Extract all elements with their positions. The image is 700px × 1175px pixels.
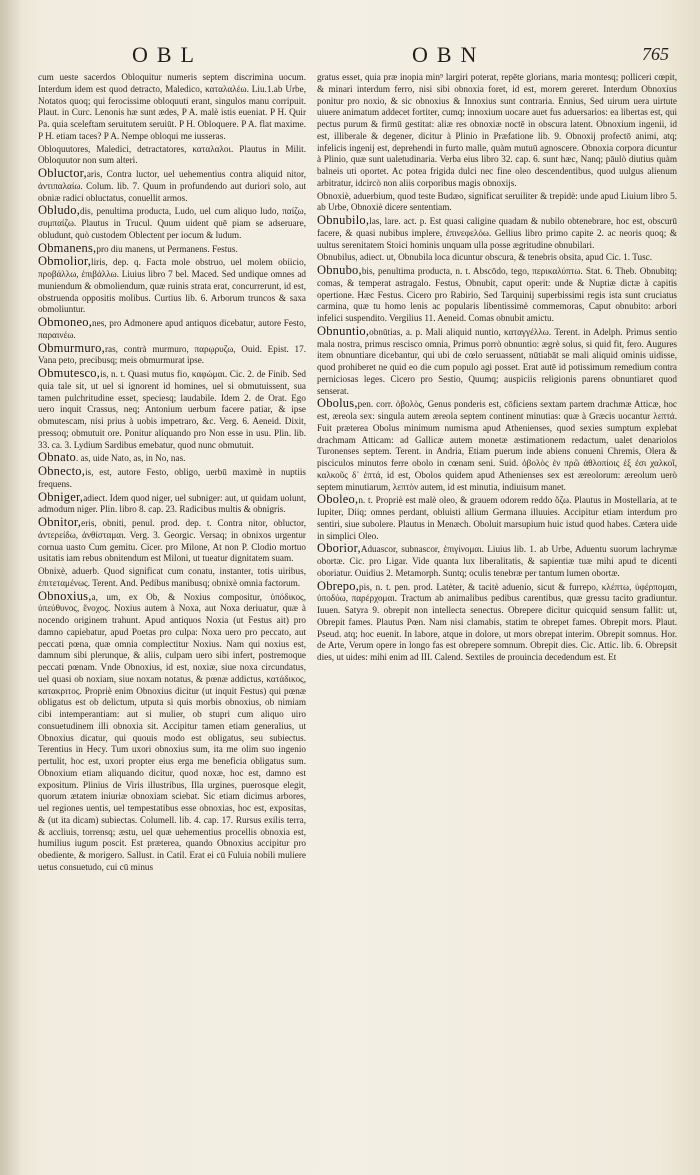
dictionary-entry — [317, 543, 677, 579]
dictionary-entry — [317, 494, 677, 542]
entry-text: Obloquutores, Maledici, detractatores, καταλαλοι. Plautus in Milit. Obloquutor non sum alteri. — [38, 143, 306, 166]
entry-text: bis, penultima producta, n. t. Abscōdo, tego, περικαλύπτω. Stat. 6. Theb. Obnubitq; comas, & temperat astragalo. Festus, Obnubit, caput operit: unde & Nuptiæ dictæ à capitis opertione. Hæc Festus. Cicero pro Rabirio, Sed Tarquinij superbissimi regis ista sunt cruciatus carmina, quæ tu homo lenis ac popularis libentissimè commemoras, Caput obnubito: arbori infelici suspendito. Vergilius 11. Aeneid. Comas obnubit amictu. — [317, 266, 677, 323]
entry-text: ras, contrà murmuro, παρῳρυζω, Ouid. Epist. 17. Vana peto, precibusq; meis obmurmurat ipse. — [38, 343, 306, 366]
entry-text: pen. corr. ὀβολὸς, Genus ponderis est, cōficiens sextam partem drachmæ Atticæ, hoc est, æreola sex: singula autem æreola septem continent minutias: quæ à Græcis uocantur λεπτά. Fuit præterea Obolus minimum numisma apud Athenienses, quod sexies sumptum explebat drachmam Atticam: ad Gallicæ autem monetæ æstimationem redactum, ualet denariolos Turonenses septem. Terent. in Andria, Etiam puerum inde abiens conueni Chremis, Olera & pisciculos minutos ferre obolo in cœnam seni. Suid. ὀβολὸς ἐν πρῶ ἀθλοπίοις ἑξ ἐσι χαλκοῖ, καλκοῦς δ᾽ ἑπτά, id est, Obolos quidem apud Athenienses sex est æreolorum: æreolum uerò septem minutiarum, λεπτὸν autem, id est minutia, indiuisum manet. — [317, 399, 677, 492]
entry-headword: Obluctor, — [38, 166, 87, 180]
left-text-column — [38, 72, 306, 1152]
entry-text: Obnixè, aduerb. Quod significat cum conatu, instanter, totis uiribus, ἐπιτεταμένως. Terent. And. Pedibus manibusq; obnixè omnia factorum. — [38, 566, 306, 588]
entry-text: gratus esset, quia præ inopia min⁹ largiri poterat, repēte glorians, maria montesq; polliceri cœpit, & minari interdum ferro, nisi sibi obnoxia foret, id est, morem gereret. Interdum Obnoxius ponitur pro noxio, & sic obnoxius & Innoxius sunt contraria. Ennius, Sed uirum uera uirtute uiuere animatum addecet fortiter, cumq; innoxium uocare auet fus aduersarios: ea libertas est, qui pectus purum & firmū gestitat: aliæ res obnoxiæ noctē in obscura latent. Obnoxium ingenii, id est, illiberale & degener, dicitur à Plinio in Præfatione lib. 9. Obnoxij profectō animi, atq; infelicis ingenij est, deprehendi in furto malle, quàm mutuū agnoscere. Obnoxia corpora dicuntur à Plinio, quæ sunt ualetudinaria. Verba eius libro 32. cap. 6. sunt hæc, Nanq; pāulò diutius quàm balneis uti oportet. Ac potea frigida dulci nec fine oleo descendentibus, quod uulgus alienum arbitratur, idcircò non aliis corporibus magis obnoxijs. — [317, 72, 677, 188]
entry-headword: Obmurmuro, — [38, 340, 105, 355]
dictionary-entry — [38, 566, 306, 590]
right-text-column — [317, 72, 677, 1152]
entry-text: obnūtias, a. p. Mali aliquid nuntio, καταγγέλλω. Terent. in Adelph. Primus sentio mala nostra, primus rescisco omnia, Primus porrò obnuntio: ægrè solus, si quid fit, fero. Augures item obnuntiare dicebantur, qui ubi de cœlo seruassent, nūtiabāt se mali aliquid ominis uidisse, quod prohiberet ne quid eo die cum populo agi posset. Erat autē id potissimum remedium contra perniciosas leges. Cicero pro Sestio, Quumq; auspiciis religionis parens obnuntiaret quod senserat. — [317, 326, 677, 396]
entry-headword: Obnoxius, — [38, 588, 92, 603]
entry-text: aris, Contra luctor, uel uehementius contra aliquid nitor, ἀντιπαλαίω. Colum. lib. 7. Quum in profundendo aut duriori solo, aut obniæ radici obluctatus, conuellit armos. — [38, 169, 306, 203]
dictionary-entry — [317, 398, 677, 493]
entry-text: n. t. Propriè est malè oleo, & grauem odorem reddo ὄζω. Plautus in Mostellaria, at te Iupiter, Diiq; omnes perdant, obluisti allium Germana illuuies. Accipitur etiam interdum pro sentiri, siue subolere. Plautus in Menæch. Oboluit marsupium huic istud quod habes. Cætera uide in simplici Oleo. — [317, 495, 677, 541]
header-right-guideword: OBN — [412, 42, 486, 67]
entry-text: dis, penultima producta, Ludo, uel cum aliquo ludo, παίζω, συμπαίζω. Plautus in Trucul. Quum uident quē piam se adseruare, obludunt, quò custodem Oblectent per iocum & ludum. — [38, 206, 306, 240]
entry-text: Obnubilus, adiect. ut, Obnubila loca dicuntur obscura, & tenebris obsita, apud Cic. 1. Tusc. — [317, 252, 653, 263]
dictionary-entry — [317, 578, 677, 664]
entry-headword: Obnitor, — [38, 515, 82, 529]
dictionary-entry — [317, 265, 677, 325]
entry-headword: Obnecto, — [38, 464, 86, 478]
entry-text: adiect. Idem quod niger, uel subniger: aut, ut quidam uolunt, admodum niger. Plin. libro 8. cap. 23. Radicibus multis & obnigris. — [38, 492, 306, 515]
entry-text: Aduascor, subnascor, ἐπιγίνομαι. Liuius lib. 1. ab Urbe, Aduentu suorum lachrymæ obortæ. Cic. pro Ligar. Vide quanta lux liberalitatis, & sapientiæ tuæ mihi apud te dicenti oboriatur. Ouidius 2. Metamorph. Suntq; oculis tenebræ per tantum lumen obortæ. — [317, 544, 677, 578]
entry-text: a, um, ex Ob, & Noxius compositur, ὑπόδικος, ὑπεύθυνος, ἔνοχος. Noxius autem à Noxa, aut Noxa deriuatur, quæ à nocendo originem trahunt. Apud antiquos Noxia (ut Festus ait) pro damno capiebatur, apud Poetas pro culpa: Noxa uero pro peccato, aut peccati pœna, quæ omnia complectitur Noxius. Nam qui noxius est, damnum sibi plerunque, & aliis, culpam uero sibi infert, postremoque peccati pœnam. Vnde Obnoxius, id est, noxiæ, siue noxa circundatus, uel quasi ob noxiam, siue noxam notatus, & pœnæ addictus, κατάδικος, κατακριτος. Propriè enim Obnoxius dicitur (ut inquit Festus) qui pœnæ obligatus est ob delictum, utputa si quis morbis obnoxius, ob nimiam cibi intemperantiam: aut si mulier, ob stupri cum aliquo uiro consuetudinem illi obnoxia sit. Accipitur tamen etiam generalius, ut Obnoxius dicatur, qui quouis modo est obligatus, seu subiectus. Terentius in Hecy. Tum uxori obnoxius sum, ita me olim suo ingenio pertulit, hoc est, uxori propter eius erga me beneficia obligatus sum. Obnoxium etiam aliquando dicitur, quod noxæ, hoc est, damno est expositum. Plinius de Viris illustribus, Illa urgines, puerosque elegit, quorum ætatem iniuriæ obnoxiam sciebat. Sic etiam dicimus arbores, uel regiones uentis, uel tempestatibus esse obnoxias, hoc est, expositas, & (ut ita dicam) subiectas. Columell. lib. 4. cap. 17. Rursus exilis terra, & accliuis, torrensq; æstu, uel quæ uehementius procellis obnoxia est, humilius iugum poscit. Est præterea, quando Obnoxius accipitur pro obediente, & morigero. Sallust. in Catil. Erat ei cū Fuluia nobili muliere uetus consuetudo, cui cū minus — [38, 591, 306, 872]
dictionary-entry — [38, 517, 306, 565]
entry-text: eris, obniti, penul. prod. dep. t. Contra nitor, obluctor, ἀντερείδω, ἀνθίσταμαι. Verg. 3. Georgic. Versaq; in obnixos urgentur cornua uasto Cum gemitu. Cicer. pro Milone, At non P. Clodio mortuo usitatis iam rebus obnitendum est Miloni, ut tueatur dignitatem suam. — [38, 518, 306, 564]
running-header — [0, 42, 700, 72]
dictionary-entry — [317, 191, 677, 215]
entry-headword: Obludo, — [38, 203, 81, 218]
entry-text: nes, pro Admonere apud antiquos dicebatur, autore Festo, παραινέω. — [38, 318, 306, 340]
dictionary-entry — [317, 72, 677, 190]
dictionary-entry — [317, 252, 677, 264]
entry-headword: Obmolior, — [38, 254, 92, 269]
page-gutter-shadow — [0, 0, 22, 1175]
entry-headword: Obmoneo, — [38, 315, 93, 329]
entry-headword: Obolus, — [317, 396, 358, 411]
entry-headword: Obrepo, — [317, 578, 360, 593]
dictionary-entry — [38, 205, 306, 241]
entry-text: Obnoxiè, aduerbium, quod teste Budæo, significat seruiliter & trepidè: unde apud Liuium libro 5. ab Urbe, Obnoxiè dicere sententiam. — [317, 190, 677, 213]
entry-text: liris, dep. q. Facta mole obstruo, uel molem obiicio, προβάλλω, ἐπιβάλλω. Liuius libro 7 bel. Maced. Sed undique omnes ad muniendum & obmoliendum, quæ ruinis strata erat, concurrerunt, id est, obstruenda oppositis molibus. Curtius lib. 6. Arborum truncos & saxa obmoliuntur. — [38, 257, 306, 315]
entry-text: is, est, autore Festo, obligo, uerbū maximè in nuptiis frequens. — [38, 467, 306, 489]
header-left-guideword: OBL — [132, 42, 203, 67]
dictionary-entry — [38, 489, 306, 517]
entry-headword: Obmanens, — [38, 240, 97, 255]
dictionary-entry — [38, 256, 306, 316]
entry-headword: Obnuntio, — [317, 323, 370, 338]
page-number: 765 — [642, 44, 669, 64]
entry-headword: Obmutesco, — [38, 366, 101, 380]
dictionary-entry — [317, 215, 677, 251]
entry-text: las, lare. act. p. Est quasi caligine quadam & nubilo obtenebrare, hoc est, obscurū facere, & quasi nubibus implere, ἐπινεφελόω. Gellius libro primo capite 2. ac neoris quoq; & uultus serenitatem Stoici hominis unquam ulla posse ægritudine obnubilari. — [317, 216, 677, 250]
entry-headword: Obnato — [38, 450, 76, 465]
entry-text: . as, uide Nato, as, in No, nas. — [76, 453, 186, 464]
entry-text: pis, n. t. pen. prod. Latèter, & tacitè aduenio, sicut & furrepo, κλέπτω, ὑφέρπομαι, ὑποδύω, παρέρχομαι. Tractum ab animalibus pedibus carentibus, quæ gressu tacito gradiuntur. Iuuen. Satyra 9. obrepit non intellecta senectus. Obrepere dicitur quicquid sensum fallit: ut, Obrepit fames. Plautus Pœn. Nam nisi clamabis, statim te obrepet fames. Obrepit mors. Plaut. Pseud. atq; hoc euenit. In labore, atque in dolore, ut mors obrepat interim. Obrepit somnus. Hor. de Arte, Verum opere in longo fas est obrepere somnum. Obrepit dies. Cic. Attic. lib. 6. Obrepsit dies, ut uides: mihi enim ad III. Calend. Sextiles de prouincia decedendum est. Et — [317, 581, 677, 662]
dictionary-entry — [317, 323, 677, 398]
dictionary-entry — [38, 368, 306, 451]
entry-headword: Obnubilo, — [317, 213, 370, 227]
entry-headword: Obniger, — [38, 489, 84, 504]
entry-text: is, n. t. Quasi mutus fio, καφώμαι. Cic. 2. de Finib. Sed quia tale sit, ut uel si ignorent id homines, uel si obmutuissent, sua tamen pulchritudine esset, speciesq; laudabile. Idem 2. de Orat. Ego uero inquit Crassus, neq; Antonium uerbum facere patiar, & ipse obmutescam, nisi prius à uobis impetraro, &c. Verg. 6. Aeneid. Dixit, pressoq; obmutuit ore. Ponitur aliquando pro Non esse in usu. Plin. lib. 33. ca. 3. Lydium Sardibus emebatur, quod nunc obmutuit. — [38, 369, 306, 450]
dictionary-entry — [38, 588, 306, 874]
entry-text: pro diu manens, ut Permanens. Festus. — [96, 243, 238, 254]
entry-text: cum ueste sacerdos Obloquitur numeris septem discrimina uocum. Interdum idem est quod detracto, Maledico, καταλαλέω. Liu.1.ab Urbe, Notatos quoq; qui ferocissime obloquuti erant, singulos manu corripuit. Plaut. in Curc. Lenonis hæ sunt ædes, P A. malè istis eueniat. P H. Quir Pa. quia sceleftam seruitutem seruiūt. P H. Obloquere. P A. flat maxime. P H. etiam taces? P A. Nempe obloqui me iusseras. — [38, 72, 306, 141]
dictionary-entry — [38, 340, 306, 368]
dictionary-entry — [38, 466, 306, 491]
dictionary-entry — [38, 168, 306, 204]
dictionary-entry — [38, 72, 306, 143]
dictionary-entry — [38, 317, 306, 342]
entry-headword: Oborior, — [317, 541, 361, 556]
entry-headword: Oboleo, — [317, 492, 359, 507]
dictionary-entry — [38, 144, 306, 168]
entry-headword: Obnubo, — [317, 263, 362, 277]
